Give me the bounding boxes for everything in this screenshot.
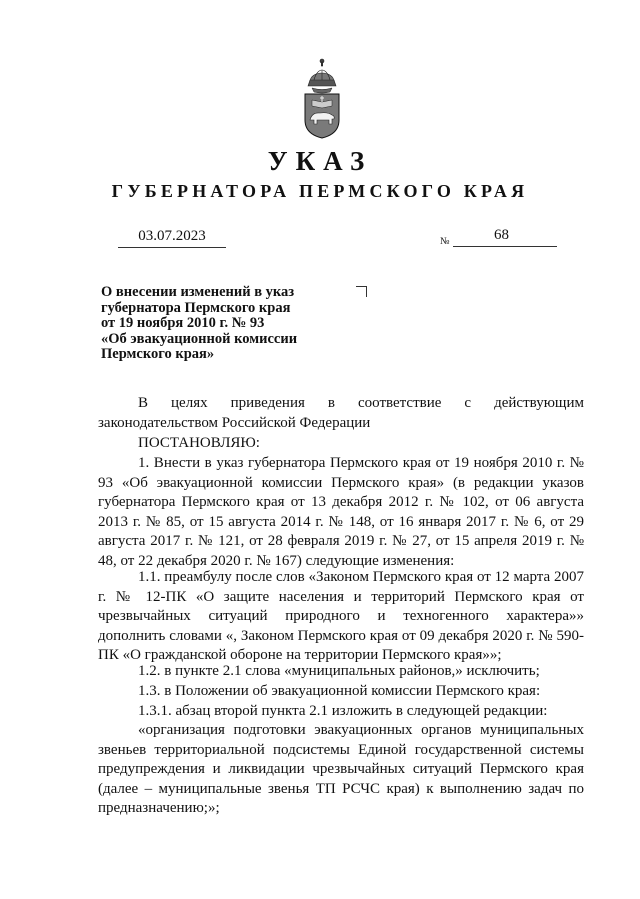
item-1-2-paragraph: 1.2. в пункте 2.1 слова «муниципальных районов,» исключить; xyxy=(138,663,540,679)
decree-date: 03.07.2023 xyxy=(118,228,226,248)
number-sign: № xyxy=(440,236,450,247)
decree-subject xyxy=(101,285,361,363)
quoted-paragraph: «организация подготовки эвакуационных органов муниципальных звеньев территориальной подсистемы Единой государственной системы предупреждения и ликвидации чрезвычайных ситуаций Пермского края (далее – муниципальные звенья ТП РСЧС края) к выполнению задач по предназначению;»; xyxy=(98,722,584,816)
preamble-line-2: законодательством Российской Федерации xyxy=(98,414,371,431)
subject-line: от 19 ноября 2010 г. № 93 xyxy=(101,315,265,331)
subject-corner-mark xyxy=(356,286,367,297)
perm-krai-coat-of-arms-icon xyxy=(302,58,342,140)
item-1-1-paragraph: 1.1. преамбулу после слов «Законом Пермского края от 12 марта 2007 г. № 12-ПК «О защите населения и территорий Пермского края от чрезвычайных ситуаций природного и техногенного характера»» дополнить словами «, Законом Пермского края от 09 декабря 2020 г. № 590-ПК «О гражданской обороне на территории Пермского края»»; xyxy=(98,569,584,663)
preamble-paragraph xyxy=(98,394,584,433)
subject-line: губернатора Пермского края xyxy=(101,299,291,316)
item-1-3-paragraph: 1.3. в Положении об эвакуационной комиссии Пермского края: xyxy=(138,683,541,699)
preamble-line-1: В целях приведения в соответствие с действующим xyxy=(138,395,584,411)
subject-line: О внесении изменений в указ xyxy=(101,284,295,300)
item-1-3-1-paragraph: 1.3.1. абзац второй пункта 2.1 изложить в следующей редакции: xyxy=(138,703,548,719)
number-underline xyxy=(453,246,557,247)
decree-title: УКАЗ xyxy=(267,146,373,176)
decree-number: 68 xyxy=(494,227,509,243)
subject-line: «Об эвакуационной комиссии xyxy=(101,330,298,347)
decree-subtitle: ГУБЕРНАТОРА ПЕРМСКОГО КРАЯ xyxy=(111,181,529,201)
item-1-paragraph: 1. Внести в указ губернатора Пермского края от 19 ноября 2010 г. № 93 «Об эвакуационной комиссии Пермского края» (в редакции указов губернатора Пермского края от 13 декабря 2012 г. № 102, от 06 августа 2013 г. № 85, от 15 августа 2014 г. № 148, от 16 января 2017 г. № 6, от 29 августа 2017 г. № 121, от 28 февраля 2019 г. № 27, от 15 апреля 2019 г. № 48, от 22 декабря 2020 г. № 167) следующие изменения: xyxy=(98,455,584,569)
postanovlyayu-heading: ПОСТАНОВЛЯЮ: xyxy=(138,435,260,451)
subject-line: Пермского края» xyxy=(101,346,215,362)
